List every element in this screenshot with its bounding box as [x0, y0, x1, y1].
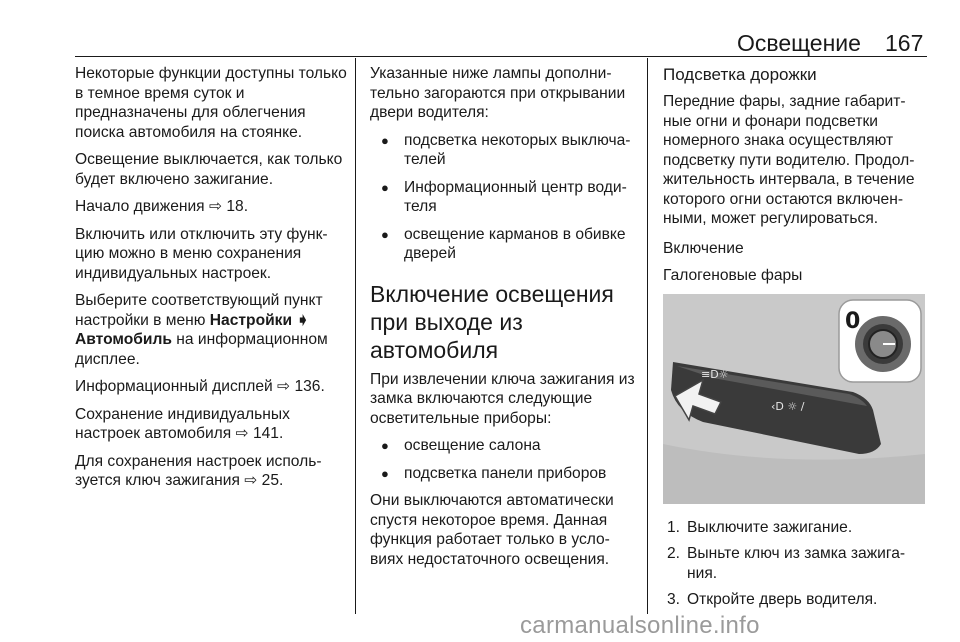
- svg-text:≡D☼: ≡D☼: [701, 367, 729, 381]
- subheading: Включение: [663, 239, 744, 257]
- step-item: 2. Выньте ключ из замка зажига-ния.: [667, 545, 906, 582]
- light-switch-figure: [663, 294, 925, 504]
- paragraph: Указанные ниже лампы дополни-тельно загораются при открывании двери водителя:: [370, 65, 626, 121]
- section-heading: Включение освещения при выходе из автомобиля: [370, 280, 614, 363]
- page-title: Освещение: [737, 30, 861, 56]
- bullet-icon: ●: [381, 226, 389, 242]
- paragraph: При извлечении ключа зажигания из замка включаются следующие осветительные приборы:: [370, 370, 635, 427]
- bullet-icon: ●: [381, 438, 389, 453]
- page-number: 167: [885, 30, 924, 56]
- svg-text:‹D ☼ /: ‹D ☼ /: [771, 399, 805, 413]
- column-3: [663, 64, 929, 617]
- list-item: ● освещение карманов в обивке дверей: [381, 225, 626, 262]
- header-rule: [75, 56, 927, 57]
- paragraph: Некоторые функции доступны только в темное время суток и предназначены для облегчения поиска автомобиля на стоянке.: [75, 65, 347, 141]
- list-item: ● Информационный центр води-теля: [381, 178, 627, 215]
- steps-list: [663, 518, 929, 610]
- paragraph: Они выключаются автоматически спустя некоторое время. Данная функция работает только в усло-виях недостаточного освещения.: [370, 492, 614, 568]
- paragraph: Передние фары, задние габарит-ные огни и фонари подсветки номерного знака осуществляют подсветку пути водителю. Продол-жительность интервала, в течение которого огни остаются включен-ными, может регулироваться.: [663, 93, 915, 227]
- bullet-icon: ●: [381, 132, 389, 148]
- step-item: 1. Выключите зажигание.: [667, 518, 853, 536]
- paragraph: Освещение выключается, как только будет включено зажигание.: [75, 151, 343, 188]
- cross-reference[interactable]: Сохранение индивидуальных настроек автомобиля ⇨ 141.: [75, 405, 290, 442]
- column-divider-1: [355, 58, 356, 614]
- bullet-icon: ●: [381, 465, 389, 481]
- column-2: [370, 64, 640, 577]
- stalk-illustration: [663, 294, 925, 504]
- cross-reference[interactable]: Информационный дисплей ⇨ 136.: [75, 378, 325, 395]
- bullet-list: [370, 436, 640, 483]
- cross-reference[interactable]: Для сохранения настроек исполь-зуется ключ зажигания ⇨ 25.: [75, 452, 322, 489]
- list-item: ● подсветка панели приборов: [381, 464, 607, 482]
- knob-position-label: 0: [845, 308, 861, 334]
- paragraph-menu-path: Выберите соответствующий пункт настройки в меню Настройки ➧ Автомобиль на информационном дисплее.: [75, 292, 328, 368]
- menu-path-vehicle: Автомобиль: [75, 331, 172, 348]
- menu-path-settings: Настройки ➧: [209, 311, 310, 329]
- bullet-list: [370, 131, 640, 264]
- section-heading: Подсветка дорожки: [663, 65, 817, 84]
- list-item: ● подсветка некоторых выключа-телей: [381, 131, 631, 168]
- cross-reference[interactable]: Начало движения ⇨ 18.: [75, 198, 249, 215]
- step-item: 3. Откройте дверь водителя.: [667, 591, 878, 608]
- subheading: Галогеновые фары: [663, 267, 803, 284]
- bullet-icon: ●: [381, 179, 389, 195]
- column-1: [75, 64, 347, 499]
- paragraph: Включить или отключить эту функ-цию можно в меню сохранения индивидуальных настроек.: [75, 225, 328, 282]
- list-item: ● освещение салона: [381, 437, 541, 454]
- column-divider-2: [647, 58, 648, 614]
- watermark: carmanualsonline.info: [520, 612, 760, 639]
